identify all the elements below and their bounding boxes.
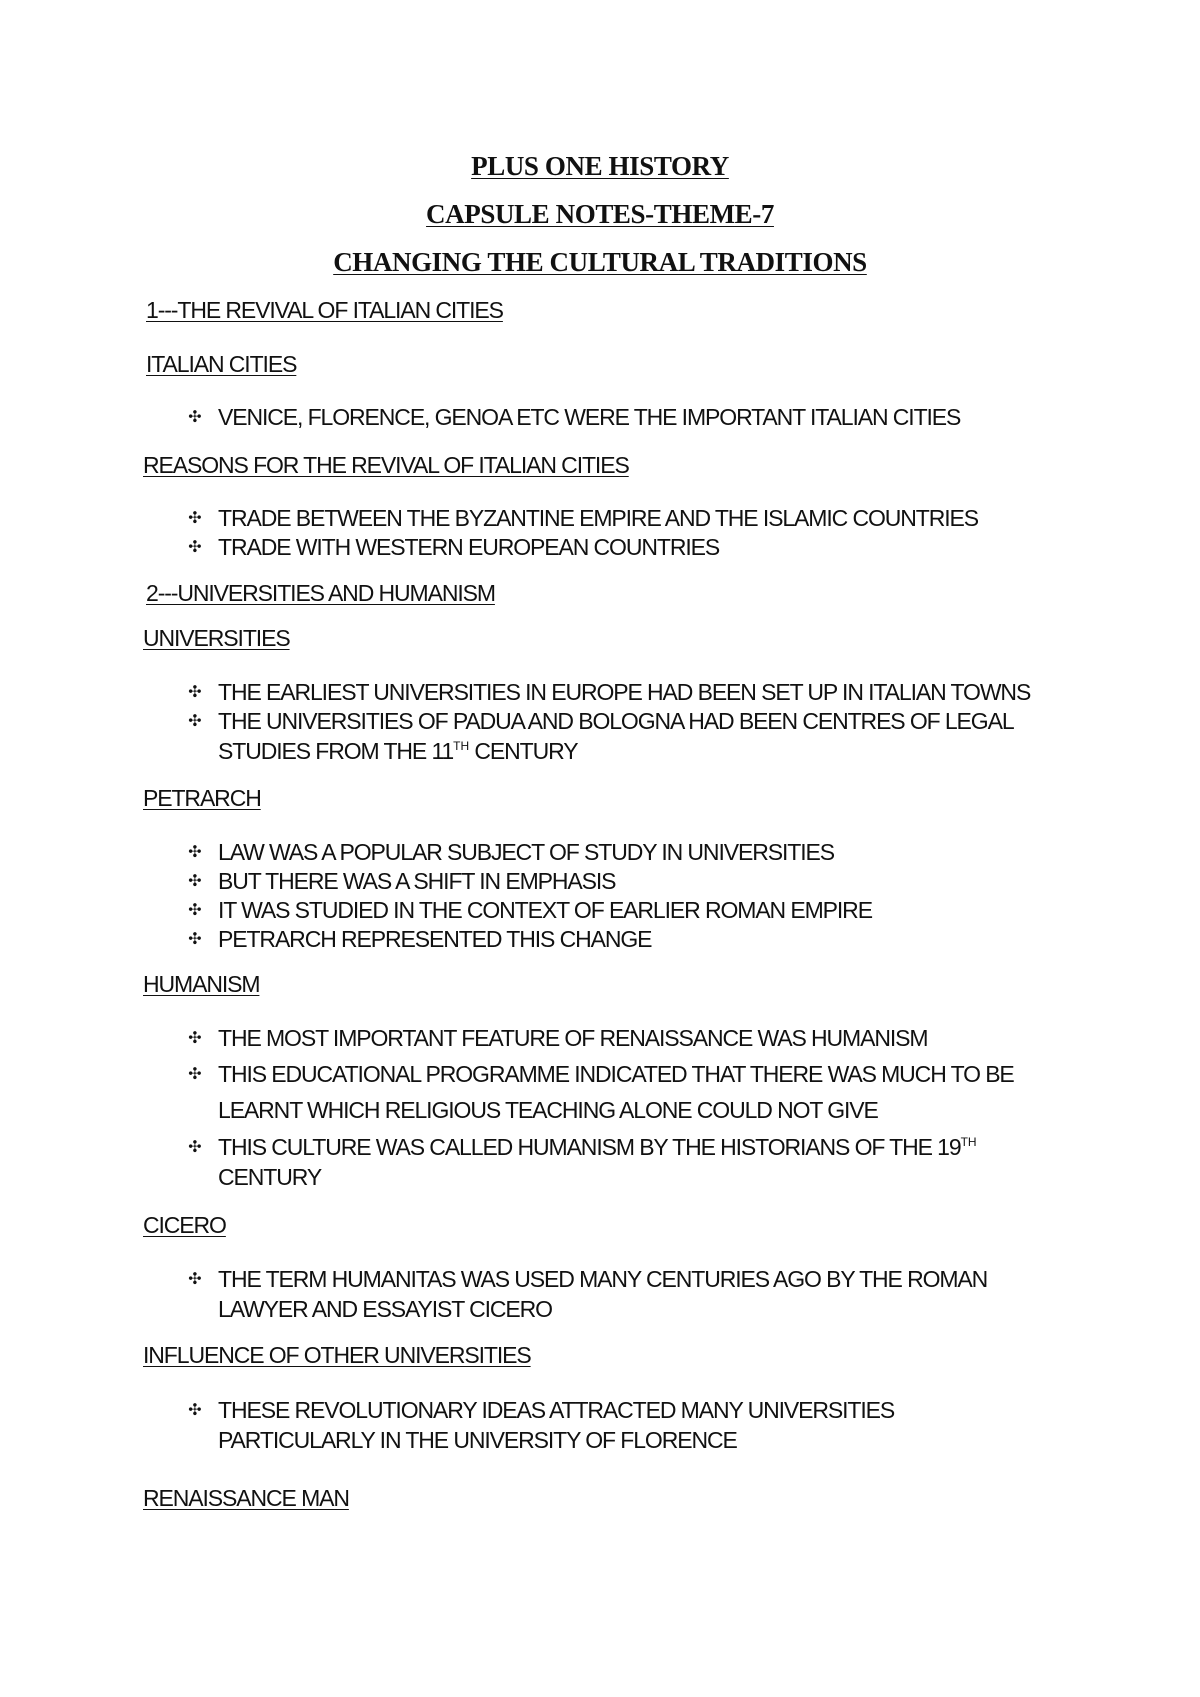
theme-title: CHANGING THE CULTURAL TRADITIONS (333, 247, 867, 277)
list-item (185, 1020, 1065, 1056)
list-item-text: THE MOST IMPORTANT FEATURE OF RENAISSANCE WAS HUMANISM (218, 1025, 928, 1051)
list-item-text: IT WAS STUDIED IN THE CONTEXT OF EARLIER ROMAN EMPIRE (218, 897, 872, 923)
list-item-text: THESE REVOLUTIONARY IDEAS ATTRACTED MANY UNIVERSITIES (218, 1397, 895, 1423)
four-diamond-bullet-icon: ✣ (188, 929, 202, 948)
list-item (185, 677, 1065, 707)
list-item-text: THIS CULTURE WAS CALLED HUMANISM BY THE HISTORIANS OF THE 19TH (218, 1134, 977, 1160)
four-diamond-bullet-icon: ✣ (188, 407, 202, 426)
list-item-text: THE EARLIEST UNIVERSITIES IN EUROPE HAD BEEN SET UP IN ITALIAN TOWNS (218, 679, 1031, 705)
list-item-text-continued: STUDIES FROM THE 11TH CENTURY (218, 738, 578, 764)
list-item (185, 503, 1065, 533)
subheading-universities: UNIVERSITIES (143, 625, 290, 651)
list-item-text: VENICE, FLORENCE, GENOA ETC WERE THE IMPORTANT ITALIAN CITIES (218, 404, 961, 430)
list-item-text: TRADE BETWEEN THE BYZANTINE EMPIRE AND THE ISLAMIC COUNTRIES (218, 505, 978, 531)
subheading-reasons: REASONS FOR THE REVIVAL OF ITALIAN CITIES (143, 452, 629, 478)
list-item (185, 706, 1065, 766)
four-diamond-bullet-icon: ✣ (188, 1137, 202, 1156)
subheading-humanism: HUMANISM (143, 971, 260, 997)
four-diamond-bullet-icon: ✣ (188, 1028, 202, 1047)
list-item (185, 837, 1065, 867)
list-item-text: BUT THERE WAS A SHIFT IN EMPHASIS (218, 868, 616, 894)
list-item (185, 1264, 1065, 1324)
list-item (185, 532, 1065, 562)
four-diamond-bullet-icon: ✣ (188, 508, 202, 527)
document-title: PLUS ONE HISTORY (471, 151, 729, 181)
document-subtitle: CAPSULE NOTES-THEME-7 (426, 199, 774, 229)
four-diamond-bullet-icon: ✣ (188, 1400, 202, 1419)
subheading-petrarch: PETRARCH (143, 785, 261, 811)
list-item-text: LAW WAS A POPULAR SUBJECT OF STUDY IN UNIVERSITIES (218, 839, 834, 865)
list-item (185, 1395, 1065, 1455)
section-heading-revival: 1---THE REVIVAL OF ITALIAN CITIES (146, 297, 503, 323)
list-item (185, 402, 1065, 432)
four-diamond-bullet-icon: ✣ (188, 682, 202, 701)
list-item-text: THIS EDUCATIONAL PROGRAMME INDICATED THAT THERE WAS MUCH TO BE (218, 1061, 1014, 1087)
list-item (185, 1132, 1065, 1192)
subheading-italian-cities: ITALIAN CITIES (146, 351, 297, 377)
list-item-text-continued: CENTURY (218, 1164, 322, 1190)
list-item (185, 895, 1065, 925)
four-diamond-bullet-icon: ✣ (188, 842, 202, 861)
four-diamond-bullet-icon: ✣ (188, 871, 202, 890)
four-diamond-bullet-icon: ✣ (188, 1269, 202, 1288)
list-item (185, 924, 1065, 954)
four-diamond-bullet-icon: ✣ (188, 900, 202, 919)
list-item-text: THE UNIVERSITIES OF PADUA AND BOLOGNA HAD BEEN CENTRES OF LEGAL (218, 708, 1014, 734)
four-diamond-bullet-icon: ✣ (188, 537, 202, 556)
list-item-text-continued: PARTICULARLY IN THE UNIVERSITY OF FLORENCE (218, 1427, 737, 1453)
list-item-text: TRADE WITH WESTERN EUROPEAN COUNTRIES (218, 534, 720, 560)
four-diamond-bullet-icon: ✣ (188, 1064, 202, 1083)
list-item (185, 866, 1065, 896)
list-item-text: PETRARCH REPRESENTED THIS CHANGE (218, 926, 652, 952)
list-item-text-continued: LAWYER AND ESSAYIST CICERO (218, 1296, 552, 1322)
subheading-cicero: CICERO (143, 1212, 226, 1238)
section-heading-universities: 2---UNIVERSITIES AND HUMANISM (146, 580, 495, 606)
list-item-text: THE TERM HUMANITAS WAS USED MANY CENTURIES AGO BY THE ROMAN (218, 1266, 988, 1292)
subheading-influence: INFLUENCE OF OTHER UNIVERSITIES (143, 1342, 531, 1368)
subheading-renaissance-man: RENAISSANCE MAN (143, 1485, 349, 1511)
list-item-text-continued: LEARNT WHICH RELIGIOUS TEACHING ALONE COULD NOT GIVE (218, 1097, 878, 1123)
list-item (185, 1056, 1065, 1128)
four-diamond-bullet-icon: ✣ (188, 711, 202, 730)
